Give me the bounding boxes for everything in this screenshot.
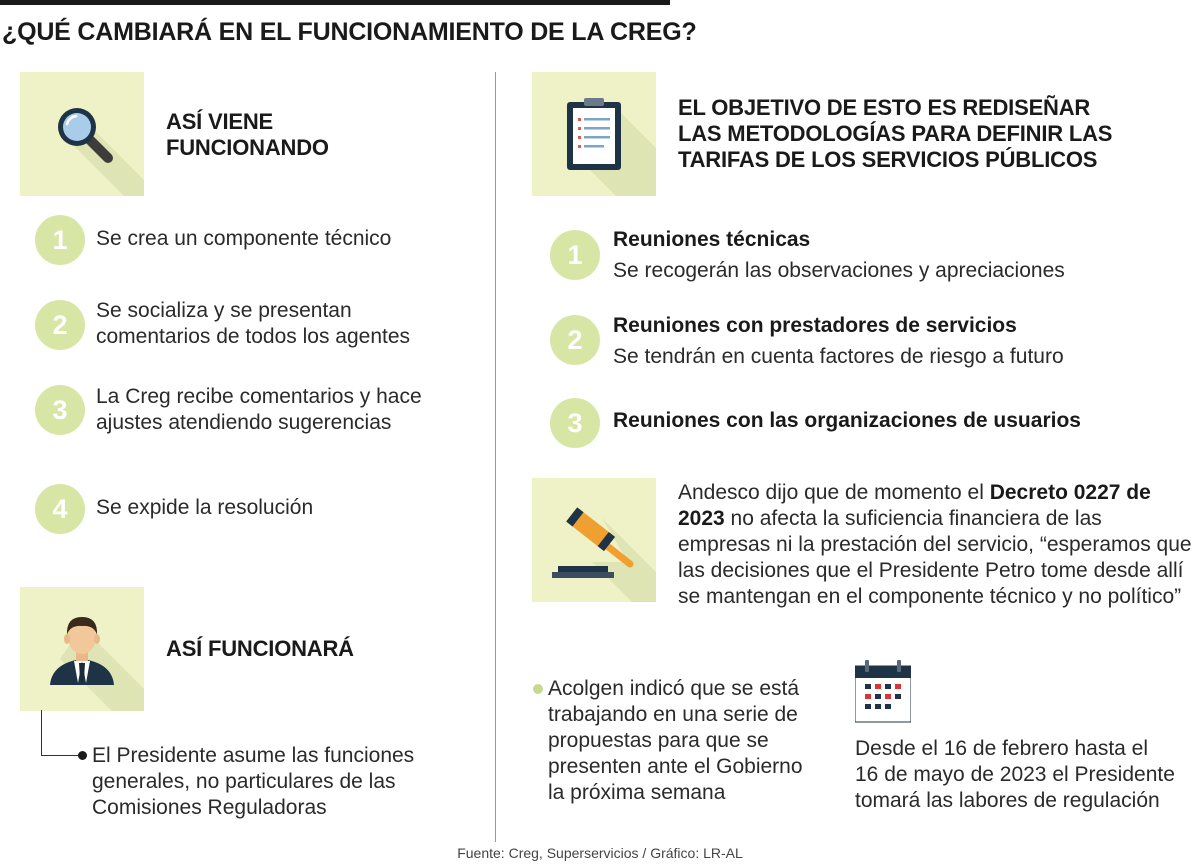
future-heading: ASÍ FUNCIONARÁ	[166, 636, 354, 661]
current-step-2-number: 2	[35, 300, 85, 350]
calendar-icon	[855, 660, 911, 724]
new-step-1-number: 1	[550, 230, 600, 280]
acolgen-note: Acolgen indicó que se está trabajando en una serie de propuestas para que se presenten ante el Gobierno la próxima semana	[548, 677, 803, 804]
gavel-icon	[532, 478, 656, 602]
new-step-1-desc: Se recogerán las observaciones y apreciaciones	[613, 259, 1065, 282]
current-step-3-text: La Creg recibe comentarios y hace ajustes atendiendo sugerencias	[96, 385, 422, 434]
new-step-2-number: 2	[550, 315, 600, 365]
current-step-1-text: Se crea un componente técnico	[96, 227, 392, 250]
businessman-icon-box	[20, 587, 144, 711]
top-rule	[0, 0, 670, 5]
page-title: ¿QUÉ CAMBIARÁ EN EL FUNCIONAMIENTO DE LA CREG?	[2, 18, 697, 46]
clipboard-icon	[532, 72, 656, 196]
connector-line-horizontal	[41, 755, 80, 756]
new-step-2-title: Reuniones con prestadores de servicios	[613, 314, 1017, 337]
connector-line-vertical	[41, 710, 42, 755]
magnifier-icon-box	[20, 72, 144, 196]
current-heading: ASÍ VIENE FUNCIONANDO	[166, 109, 329, 160]
current-step-3-number: 3	[35, 385, 85, 435]
president-note: El Presidente asume las funciones generales, no particulares de las Comisiones Reguladoras	[92, 744, 415, 819]
regulation-period-note: Desde el 16 de febrero hasta el 16 de mayo de 2023 el Presidente tomará las labores de regulación	[855, 737, 1175, 812]
current-step-2-text: Se socializa y se presentan comentarios de todos los agentes	[96, 299, 411, 348]
column-divider	[495, 72, 496, 842]
gavel-icon-box	[532, 478, 656, 602]
new-step-3-title: Reuniones con las organizaciones de usuarios	[613, 409, 1081, 432]
decree-name: Decreto 0227 de 2023	[678, 481, 1151, 530]
current-step-4-text: Se expide la resolución	[96, 496, 314, 519]
new-step-2-desc: Se tendrán en cuenta factores de riesgo a futuro	[613, 345, 1064, 368]
clipboard-icon-box	[532, 72, 656, 196]
businessman-icon	[20, 587, 144, 711]
current-step-4-number: 4	[35, 484, 85, 534]
new-step-3-number: 3	[550, 398, 600, 448]
current-step-1-number: 1	[35, 215, 85, 265]
new-step-1-title: Reuniones técnicas	[613, 228, 811, 251]
magnifier-icon	[20, 72, 144, 196]
objective-heading: EL OBJETIVO DE ESTO ES REDISEÑAR LAS METODOLOGÍAS PARA DEFINIR LAS TARIFAS DE LOS SERVICIOS PÚBLICOS	[678, 95, 1113, 172]
acolgen-bullet	[533, 684, 543, 694]
bullet-dot	[78, 751, 87, 760]
andesco-quote: Andesco dijo que de momento el Decreto 0227 de 2023 no afecta la suficiencia financiera de las empresas ni la prestación del servicio, “esperamos que las decisiones que el Presidente Petro tome desde allí se mantengan en el componente técnico y no político”	[678, 481, 1192, 608]
source-credit: Fuente: Creg, Superservicios / Gráfico: LR-AL	[457, 845, 743, 861]
